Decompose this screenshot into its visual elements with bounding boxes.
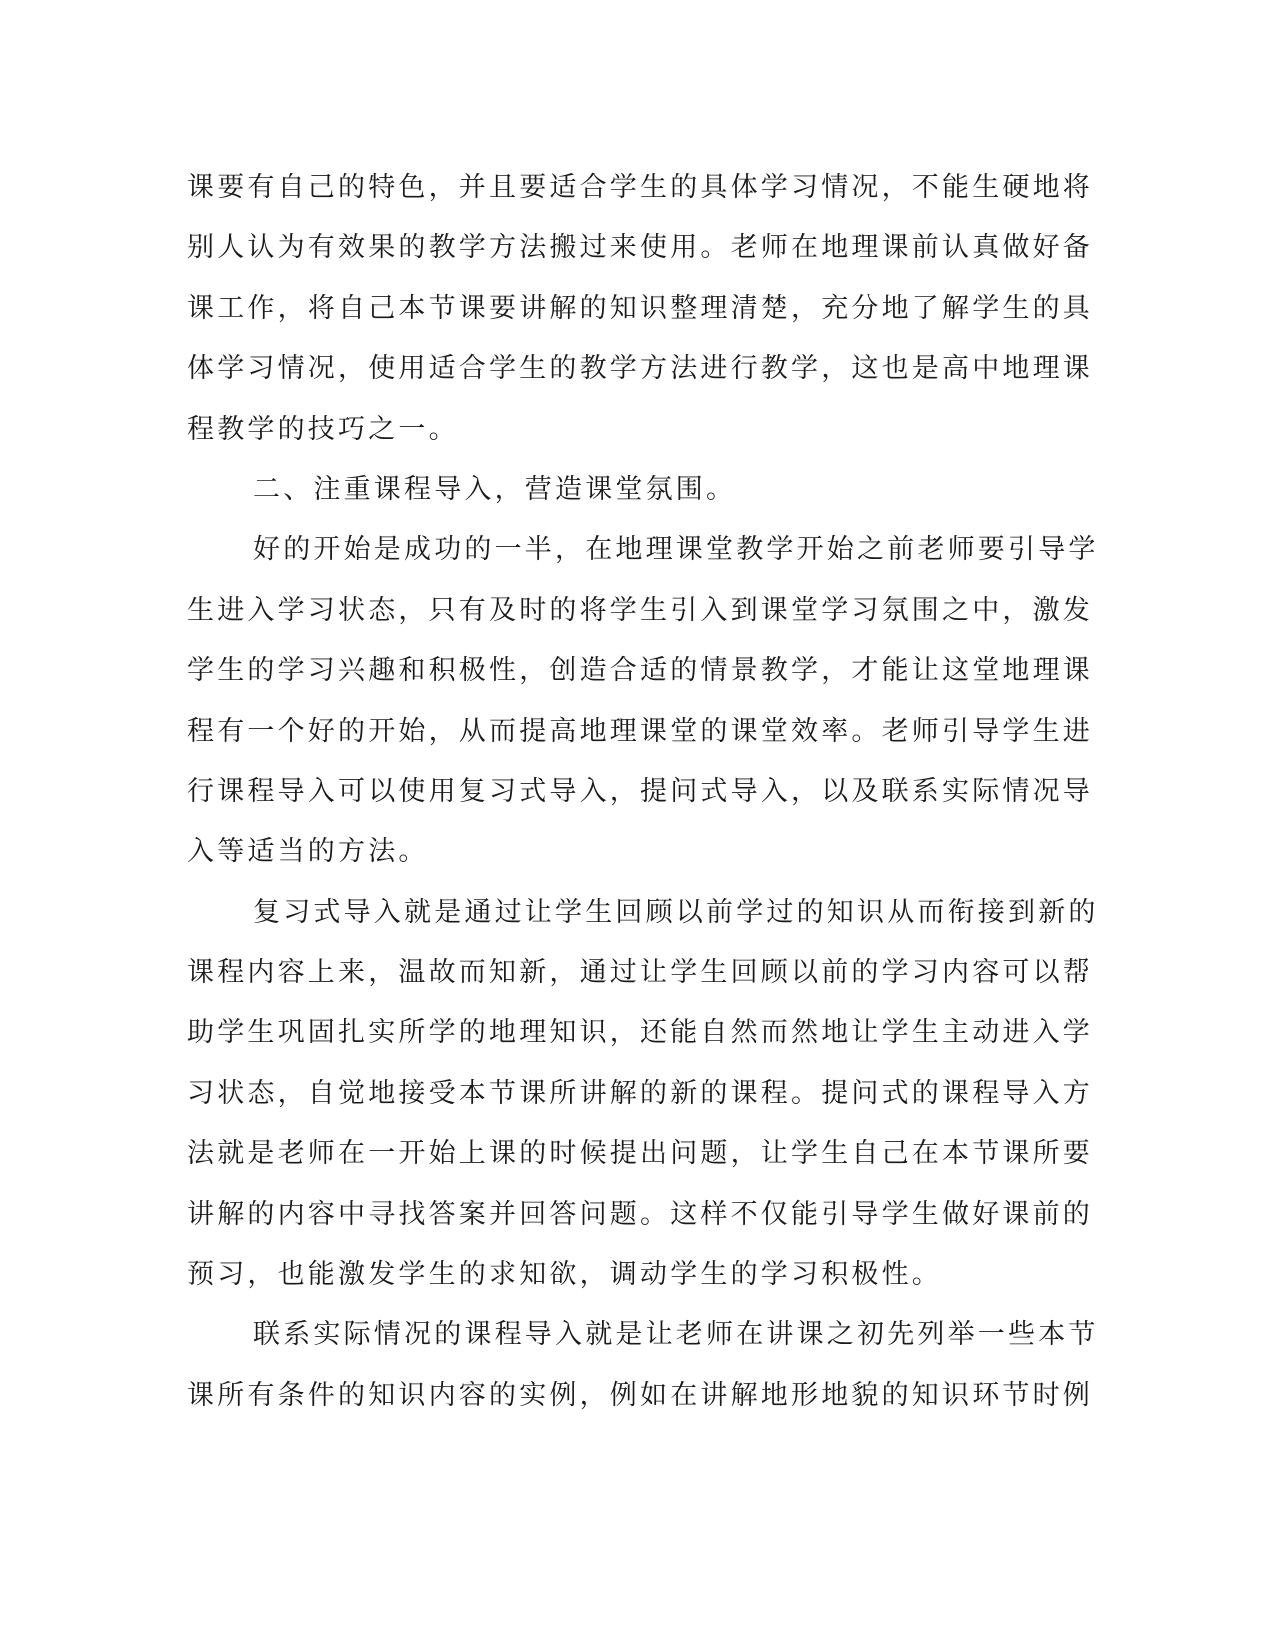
text-line: 程有一个好的开始，从而提高地理课堂的课堂效率。老师引导学生进 (187, 715, 1093, 747)
text-line: 课要有自己的特色，并且要适合学生的具体学习情况，不能生硬地将 (187, 172, 1093, 203)
body-text (187, 158, 1099, 1426)
text-line: 预习，也能激发学生的求知欲，调动学生的学习积极性。 (187, 1259, 942, 1291)
text-line: 体学习情况，使用适合学生的教学方法进行教学，这也是高中地理课 (187, 353, 1093, 385)
text-line: 程教学的技巧之一。 (187, 413, 459, 445)
text-line: 习状态，自觉地接受本节课所讲解的新的课程。提问式的课程导入方 (187, 1077, 1093, 1109)
text-line: 学生的学习兴趣和积极性，创造合适的情景教学，才能让这堂地理课 (187, 655, 1093, 687)
text-line: 课程内容上来，温故而知新，通过让学生回顾以前的学习内容可以帮 (187, 957, 1093, 989)
text-line: 联系实际情况的课程导入就是让老师在讲课之初先列举一些本节 (253, 1319, 1099, 1351)
text-line: 复习式导入就是通过让学生回顾以前学过的知识从而衔接到新的 (253, 896, 1099, 928)
text-line: 助学生巩固扎实所学的地理知识，还能自然而然地让学生主动进入学 (187, 1017, 1093, 1049)
text-line: 生进入学习状态，只有及时的将学生引入到课堂学习氛围之中，激发 (187, 594, 1093, 626)
text-line: 入等适当的方法。 (187, 836, 429, 868)
text-line: 好的开始是成功的一半，在地理课堂教学开始之前老师要引导学 (253, 534, 1099, 566)
text-line: 法就是老师在一开始上课的时候提出问题，让学生自己在本节课所要 (187, 1138, 1093, 1170)
text-line: 课工作，将自己本节课要讲解的知识整理清楚，充分地了解学生的具 (187, 292, 1093, 324)
text-line: 讲解的内容中寻找答案并回答问题。这样不仅能引导学生做好课前的 (187, 1198, 1093, 1230)
text-line: 行课程导入可以使用复习式导入，提问式导入，以及联系实际情况导 (187, 775, 1093, 807)
text-line: 别人认为有效果的教学方法搬过来使用。老师在地理课前认真做好备 (187, 232, 1093, 264)
section-heading: 二、注重课程导入，营造课堂氛围。 (253, 473, 737, 505)
text-line: 课所有条件的知识内容的实例，例如在讲解地形地貌的知识环节时例 (187, 1379, 1093, 1411)
